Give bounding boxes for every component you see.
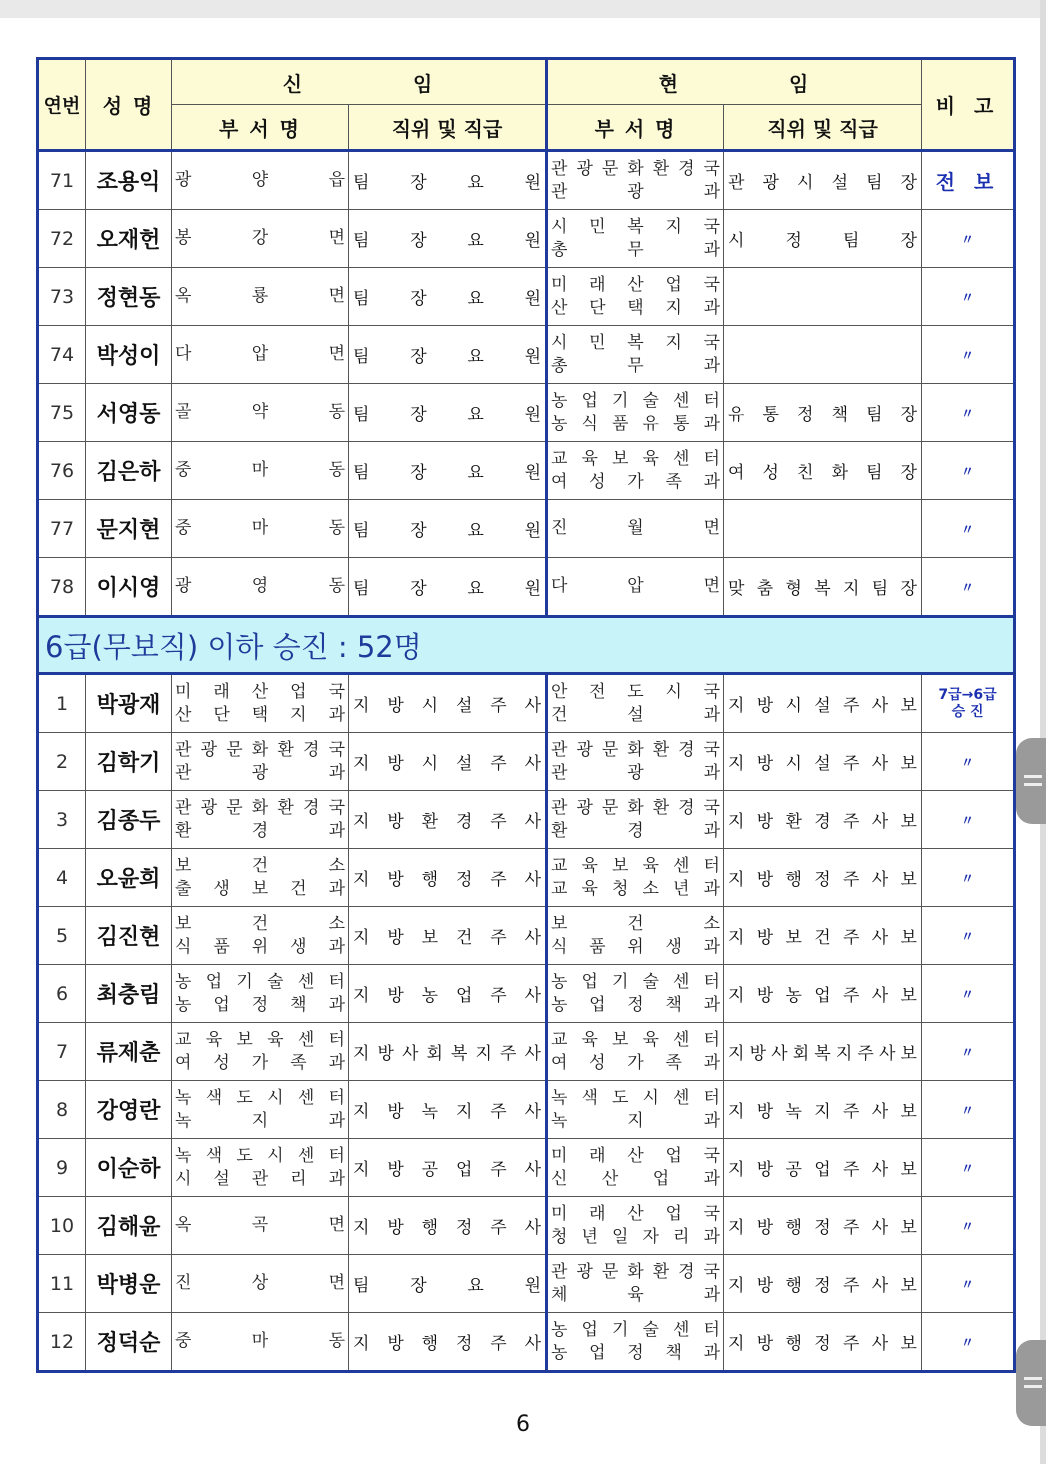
scroll-handle-upper[interactable]: [1016, 738, 1046, 824]
current-rank: 지 방 시 설 주 사 보: [724, 674, 922, 733]
new-dept: [172, 210, 349, 268]
new-dept-line: 광 양 읍: [175, 170, 345, 190]
current-dept: [547, 849, 724, 907]
personnel-table: [36, 57, 1016, 1373]
current-rank: 지 방 행 정 주 사 보: [724, 1197, 922, 1255]
new-dept: [172, 500, 349, 558]
new-dept: [172, 674, 349, 733]
current-dept: [547, 1081, 724, 1139]
table-row: [38, 384, 1015, 442]
new-dept: [172, 1197, 349, 1255]
row-number: 8: [38, 1081, 86, 1139]
table-row: [38, 442, 1015, 500]
new-dept: [172, 558, 349, 617]
current-dept-line: 여 성 가 족 과: [551, 471, 721, 492]
new-rank: 지 방 사 회 복 지 주 사: [349, 1023, 547, 1081]
row-number: 10: [38, 1197, 86, 1255]
row-number: 78: [38, 558, 86, 617]
person-name: 김은하: [86, 442, 172, 500]
note: 〃: [922, 442, 1015, 500]
row-number: 3: [38, 791, 86, 849]
current-rank: [724, 326, 922, 384]
current-dept-line: 체 육 과: [551, 1284, 721, 1305]
header-new-dept: 부 서 명: [172, 105, 349, 151]
current-dept-line: 다 압 면: [551, 576, 721, 596]
new-dept-line: 진 상 면: [175, 1273, 345, 1293]
new-dept-line: 옥 곡 면: [175, 1215, 345, 1235]
current-dept: [547, 907, 724, 965]
note: 〃: [922, 384, 1015, 442]
new-dept-line: 보 건 소: [175, 913, 345, 934]
new-rank: 지 방 시 설 주 사: [349, 733, 547, 791]
current-rank: 지 방 농 업 주 사 보: [724, 965, 922, 1023]
current-dept-line: 산 단 택 지 과: [551, 297, 721, 318]
viewer-right-edge: [1040, 0, 1046, 1464]
current-dept: [547, 1255, 724, 1313]
table-row: [38, 1023, 1015, 1081]
new-rank: 지 방 환 경 주 사: [349, 791, 547, 849]
current-dept: [547, 151, 724, 210]
new-dept-line: 광 영 동: [175, 576, 345, 596]
section-title: 6급(무보직) 이하 승진 : 52명: [38, 617, 1015, 674]
table-row: [38, 1313, 1015, 1372]
current-dept: [547, 1313, 724, 1372]
person-name: 박병운: [86, 1255, 172, 1313]
new-dept-line: 미 래 산 업 국: [175, 681, 345, 702]
row-number: 4: [38, 849, 86, 907]
current-dept-line: 농 업 정 책 과: [551, 1342, 721, 1363]
scroll-handle-lower[interactable]: [1016, 1340, 1046, 1426]
current-dept: [547, 326, 724, 384]
person-name: 이시영: [86, 558, 172, 617]
current-dept-line: 안 전 도 시 국: [551, 681, 721, 702]
note: 〃: [922, 1081, 1015, 1139]
current-dept-line: 교 육 보 육 센 터: [551, 1029, 720, 1050]
row-number: 77: [38, 500, 86, 558]
new-dept: [172, 1139, 349, 1197]
new-dept-line: 중 마 동: [175, 518, 345, 538]
new-dept: [172, 1255, 349, 1313]
new-dept-line: 농 업 기 술 센 터: [175, 971, 345, 992]
person-name: 조용익: [86, 151, 172, 210]
new-rank: 지 방 공 업 주 사: [349, 1139, 547, 1197]
table-row: [38, 1255, 1015, 1313]
current-dept: [547, 1139, 724, 1197]
current-dept-line: 여 성 가 족 과: [551, 1052, 721, 1073]
row-number: 75: [38, 384, 86, 442]
new-rank: 지 방 농 업 주 사: [349, 965, 547, 1023]
note: 〃: [922, 965, 1015, 1023]
current-rank: 지 방 환 경 주 사 보: [724, 791, 922, 849]
new-rank: 지 방 행 정 주 사: [349, 1197, 547, 1255]
new-dept-line: 녹 색 도 시 센 터: [175, 1145, 345, 1166]
new-dept-line: 농 업 정 책 과: [175, 994, 345, 1015]
current-dept: [547, 442, 724, 500]
new-dept: [172, 1023, 349, 1081]
current-rank: [724, 268, 922, 326]
current-dept-line: 진 월 면: [551, 518, 721, 538]
note: 7급→6급 승 진: [922, 674, 1015, 733]
current-dept-line: 농 식 품 유 통 과: [551, 413, 720, 434]
new-rank: 팀 장 요 원: [349, 151, 547, 210]
person-name: 오재헌: [86, 210, 172, 268]
new-dept-line: 여 성 가 족 과: [175, 1052, 345, 1073]
note: 〃: [922, 907, 1015, 965]
new-dept-line: 봉 강 면: [175, 228, 345, 248]
new-dept: [172, 268, 349, 326]
new-dept-line: 출 생 보 건 과: [175, 878, 345, 899]
new-rank: 팀 장 요 원: [349, 1255, 547, 1313]
current-rank: 유 통 정 책 팀 장: [724, 384, 922, 442]
current-dept: [547, 268, 724, 326]
person-name: 이순하: [86, 1139, 172, 1197]
table-row: [38, 151, 1015, 210]
current-dept-line: 청 년 일 자 리 과: [551, 1226, 720, 1247]
table-row: [38, 210, 1015, 268]
new-dept-line: 관 광 문 화 환 경 국: [175, 797, 345, 818]
person-name: 정덕순: [86, 1313, 172, 1372]
person-name: 김종두: [86, 791, 172, 849]
new-dept-line: 골 약 동: [175, 402, 345, 422]
table-row: [38, 500, 1015, 558]
current-dept-line: 녹 지 과: [551, 1110, 721, 1131]
new-dept: [172, 907, 349, 965]
person-name: 문지현: [86, 500, 172, 558]
current-dept-line: 농 업 정 책 과: [551, 994, 721, 1015]
row-number: 1: [38, 674, 86, 733]
note: 〃: [922, 558, 1015, 617]
new-dept: [172, 384, 349, 442]
current-rank: 지 방 행 정 주 사 보: [724, 1313, 922, 1372]
current-dept: [547, 1023, 724, 1081]
current-rank: 지 방 녹 지 주 사 보: [724, 1081, 922, 1139]
current-dept-line: 관 광 문 화 환 경 국: [551, 1261, 720, 1282]
new-dept: [172, 442, 349, 500]
current-rank: 관 광 시 설 팀 장: [724, 151, 922, 210]
note: 전 보: [922, 151, 1015, 210]
person-name: 류제춘: [86, 1023, 172, 1081]
new-rank: 팀 장 요 원: [349, 210, 547, 268]
current-rank: [724, 500, 922, 558]
current-dept-line: 신 산 업 과: [551, 1168, 720, 1189]
current-rank: 맞 춤 형 복 지 팀 장: [724, 558, 922, 617]
header-current-post: 현 임: [547, 59, 922, 105]
row-number: 7: [38, 1023, 86, 1081]
current-dept-line: 교 육 청 소 년 과: [551, 878, 720, 899]
new-rank: 팀 장 요 원: [349, 384, 547, 442]
new-dept: [172, 965, 349, 1023]
current-dept: [547, 210, 724, 268]
new-dept-line: 식 품 위 생 과: [175, 936, 345, 957]
new-dept: [172, 849, 349, 907]
current-rank: 시 정 팀 장: [724, 210, 922, 268]
table-row: [38, 733, 1015, 791]
new-dept-line: 보 건 소: [175, 855, 345, 876]
current-dept-line: 환 경 과: [551, 820, 721, 841]
current-rank: 지 방 사 회 복 지 주 사 보: [724, 1023, 922, 1081]
new-dept: [172, 791, 349, 849]
new-dept-line: 옥 룡 면: [175, 286, 345, 306]
note: 〃: [922, 849, 1015, 907]
new-dept: [172, 151, 349, 210]
new-dept-line: 다 압 면: [175, 344, 345, 364]
current-dept: [547, 965, 724, 1023]
new-dept: [172, 326, 349, 384]
current-dept-line: 미 래 산 업 국: [551, 1203, 721, 1224]
page-number: 6: [516, 1412, 530, 1437]
new-dept: [172, 1313, 349, 1372]
person-name: 박성이: [86, 326, 172, 384]
current-rank: 지 방 보 건 주 사 보: [724, 907, 922, 965]
current-dept-line: 녹 색 도 시 센 터: [551, 1087, 720, 1108]
viewer-top-edge: [0, 0, 1046, 18]
new-rank: 팀 장 요 원: [349, 558, 547, 617]
header-cur-rank: 직위 및 직급: [724, 105, 922, 151]
note: 〃: [922, 210, 1015, 268]
current-dept-line: 총 무 과: [551, 239, 721, 260]
table-row: [38, 791, 1015, 849]
new-dept-line: 환 경 과: [175, 820, 345, 841]
person-name: 서영동: [86, 384, 172, 442]
row-number: 12: [38, 1313, 86, 1372]
new-dept-line: 중 마 동: [175, 460, 345, 480]
person-name: 박광재: [86, 674, 172, 733]
new-dept: [172, 733, 349, 791]
new-rank: 지 방 시 설 주 사: [349, 674, 547, 733]
current-dept-line: 관 광 문 화 환 경 국: [551, 158, 720, 179]
table-row: [38, 1139, 1015, 1197]
current-dept: [547, 384, 724, 442]
row-number: 5: [38, 907, 86, 965]
new-dept-line: 중 마 동: [175, 1331, 345, 1351]
current-rank: 지 방 행 정 주 사 보: [724, 849, 922, 907]
current-dept-line: 농 업 기 술 센 터: [551, 390, 720, 411]
table-row: [38, 1081, 1015, 1139]
new-rank: 팀 장 요 원: [349, 268, 547, 326]
person-name: 최충림: [86, 965, 172, 1023]
row-number: 6: [38, 965, 86, 1023]
row-number: 2: [38, 733, 86, 791]
note: 〃: [922, 1023, 1015, 1081]
current-rank: 지 방 행 정 주 사 보: [724, 1255, 922, 1313]
current-dept-line: 보 건 소: [551, 913, 721, 934]
table-row: [38, 907, 1015, 965]
current-dept: [547, 558, 724, 617]
row-number: 73: [38, 268, 86, 326]
header-no: 연번: [38, 59, 86, 151]
header-new-rank: 직위 및 직급: [349, 105, 547, 151]
row-number: 71: [38, 151, 86, 210]
current-dept-line: 시 민 복 지 국: [551, 216, 721, 237]
new-dept-line: 관 광 문 화 환 경 국: [175, 739, 345, 760]
current-dept: [547, 791, 724, 849]
row-number: 11: [38, 1255, 86, 1313]
new-rank: 지 방 행 정 주 사: [349, 1313, 547, 1372]
current-dept: [547, 1197, 724, 1255]
note: 〃: [922, 791, 1015, 849]
person-name: 김학기: [86, 733, 172, 791]
current-dept-line: 관 광 문 화 환 경 국: [551, 739, 720, 760]
note: 〃: [922, 733, 1015, 791]
current-dept-line: 식 품 위 생 과: [551, 936, 721, 957]
new-rank: 지 방 보 건 주 사: [349, 907, 547, 965]
new-rank: 지 방 행 정 주 사: [349, 849, 547, 907]
table-row: [38, 1197, 1015, 1255]
note: 〃: [922, 500, 1015, 558]
note: 〃: [922, 268, 1015, 326]
new-dept-line: 녹 색 도 시 센 터: [175, 1087, 345, 1108]
current-dept-line: 농 업 기 술 센 터: [551, 1319, 720, 1340]
person-name: 강영란: [86, 1081, 172, 1139]
new-rank: 팀 장 요 원: [349, 500, 547, 558]
current-dept-line: 관 광 문 화 환 경 국: [551, 797, 720, 818]
new-dept-line: 녹 지 과: [175, 1110, 345, 1131]
new-dept-line: 관 광 과: [175, 762, 345, 783]
current-dept-line: 관 광 과: [551, 181, 721, 202]
table-row: [38, 849, 1015, 907]
current-dept-line: 교 육 보 육 센 터: [551, 855, 720, 876]
note: 〃: [922, 1255, 1015, 1313]
table-row: [38, 965, 1015, 1023]
note: 〃: [922, 1139, 1015, 1197]
row-number: 76: [38, 442, 86, 500]
header-new-post: 신 임: [172, 59, 547, 105]
table-row: [38, 674, 1015, 733]
current-dept-line: 시 민 복 지 국: [551, 332, 721, 353]
new-dept: [172, 1081, 349, 1139]
new-rank: 팀 장 요 원: [349, 442, 547, 500]
person-name: 김해윤: [86, 1197, 172, 1255]
current-dept: [547, 674, 724, 733]
current-rank: 여 성 친 화 팀 장: [724, 442, 922, 500]
table-row: [38, 268, 1015, 326]
current-dept: [547, 500, 724, 558]
note: 〃: [922, 326, 1015, 384]
header-note: 비 고: [922, 59, 1015, 151]
new-dept-line: 교 육 보 육 센 터: [175, 1029, 345, 1050]
new-rank: 지 방 녹 지 주 사: [349, 1081, 547, 1139]
header-name: 성 명: [86, 59, 172, 151]
current-dept-line: 건 설 과: [551, 704, 721, 725]
current-dept-line: 미 래 산 업 국: [551, 274, 721, 295]
person-name: 김진현: [86, 907, 172, 965]
current-dept: [547, 733, 724, 791]
table-row: [38, 326, 1015, 384]
row-number: 72: [38, 210, 86, 268]
table-row: [38, 558, 1015, 617]
current-dept-line: 교 육 보 육 센 터: [551, 448, 720, 469]
current-rank: 지 방 시 설 주 사 보: [724, 733, 922, 791]
new-dept-line: 시 설 관 리 과: [175, 1168, 345, 1189]
header-cur-dept: 부 서 명: [547, 105, 724, 151]
new-rank: 팀 장 요 원: [349, 326, 547, 384]
row-number: 74: [38, 326, 86, 384]
row-number: 9: [38, 1139, 86, 1197]
current-rank: 지 방 공 업 주 사 보: [724, 1139, 922, 1197]
current-dept-line: 농 업 기 술 센 터: [551, 971, 720, 992]
note: 〃: [922, 1197, 1015, 1255]
person-name: 오윤희: [86, 849, 172, 907]
note: 〃: [922, 1313, 1015, 1372]
new-dept-line: 산 단 택 지 과: [175, 704, 345, 725]
current-dept-line: 미 래 산 업 국: [551, 1145, 721, 1166]
person-name: 정현동: [86, 268, 172, 326]
current-dept-line: 총 무 과: [551, 355, 721, 376]
current-dept-line: 관 광 과: [551, 762, 721, 783]
